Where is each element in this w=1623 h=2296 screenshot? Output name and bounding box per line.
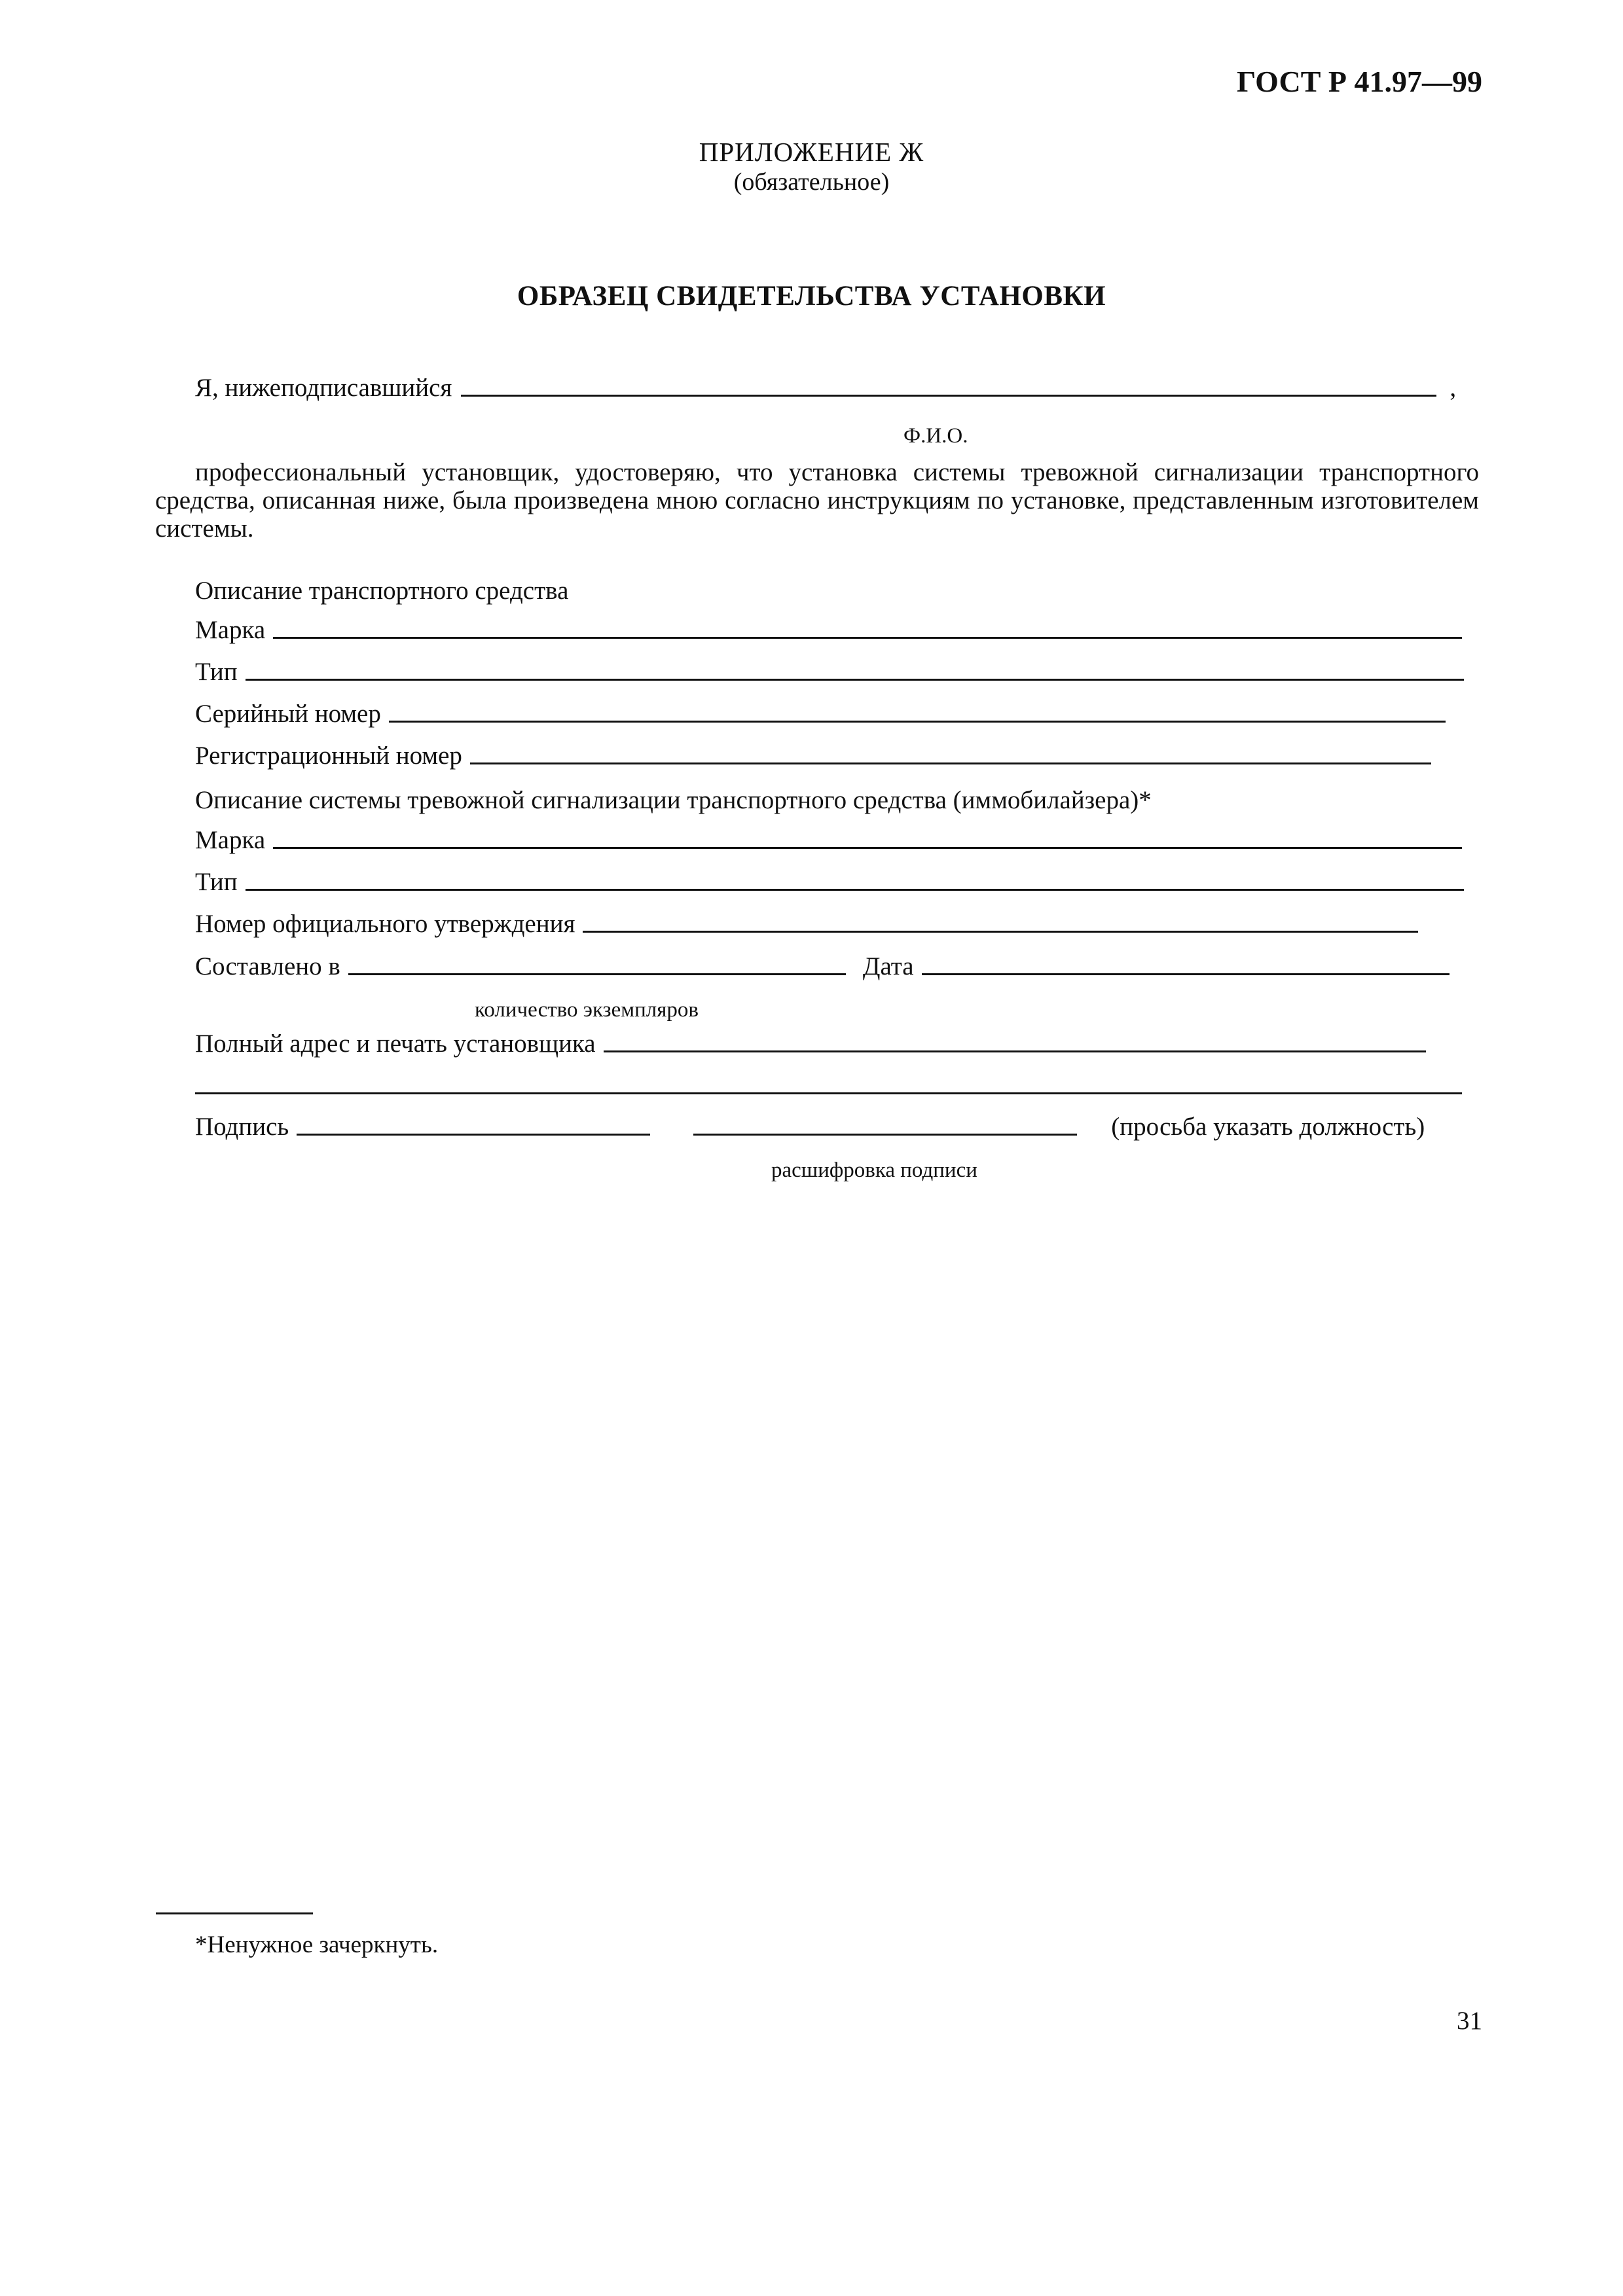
signer-name-line[interactable] xyxy=(461,395,1436,397)
standard-code: ГОСТ Р 41.97—99 xyxy=(1237,65,1482,98)
vehicle-serial-label: Серийный номер xyxy=(195,700,381,728)
installer-address-line[interactable] xyxy=(604,1050,1426,1052)
vehicle-type-line[interactable] xyxy=(246,679,1464,681)
approval-row xyxy=(195,911,1418,937)
vehicle-type-row xyxy=(195,659,1464,685)
trailing-comma: , xyxy=(1450,374,1457,402)
copies-count-line[interactable] xyxy=(348,973,846,975)
position-note: (просьба указать должность) xyxy=(1111,1113,1425,1141)
date-label: Дата xyxy=(862,952,914,980)
signer-row xyxy=(195,375,1480,401)
alarm-heading: Описание системы тревожной сигнализации транспортного средства (иммобилайзера)* xyxy=(195,786,1152,814)
signature-decoding-line[interactable] xyxy=(693,1134,1077,1136)
vehicle-type-label: Тип xyxy=(195,658,238,686)
appendix-title: ПРИЛОЖЕНИЕ Ж xyxy=(699,137,924,167)
copies-caption: количество экземпляров xyxy=(475,998,699,1022)
signature-label: Подпись xyxy=(195,1113,289,1141)
vehicle-registration-line[interactable] xyxy=(470,762,1431,764)
document-title: ОБРАЗЕЦ СВИДЕТЕЛЬСТВА УСТАНОВКИ xyxy=(517,281,1106,312)
vehicle-registration-label: Регистрационный номер xyxy=(195,742,462,770)
vehicle-make-line[interactable] xyxy=(273,637,1462,639)
installer-address-label: Полный адрес и печать установщика xyxy=(195,1030,596,1058)
name-caption: Ф.И.О. xyxy=(903,424,968,448)
vehicle-serial-line[interactable] xyxy=(389,721,1446,723)
page-number: 31 xyxy=(1457,2007,1482,2035)
alarm-type-label: Тип xyxy=(195,868,238,896)
vehicle-registration-row xyxy=(195,743,1431,768)
installer-address-line-2[interactable] xyxy=(195,1092,1462,1094)
approval-label: Номер официального утверждения xyxy=(195,910,575,938)
alarm-make-line[interactable] xyxy=(273,847,1462,849)
drawn-up-row xyxy=(195,954,1450,979)
signer-label: Я, нижеподписавшийся xyxy=(195,374,452,402)
signature-line[interactable] xyxy=(297,1134,650,1136)
vehicle-heading: Описание транспортного средства xyxy=(195,577,569,605)
vehicle-make-row xyxy=(195,617,1462,643)
installer-address-row xyxy=(195,1031,1426,1056)
drawn-up-label: Составлено в xyxy=(195,952,340,980)
appendix-status: (обязательное) xyxy=(733,168,890,196)
alarm-type-row xyxy=(195,869,1464,895)
date-line[interactable] xyxy=(922,973,1450,975)
signature-row xyxy=(195,1114,1425,1139)
alarm-make-row xyxy=(195,827,1462,853)
alarm-type-line[interactable] xyxy=(246,889,1464,891)
decoding-caption: расшифровка подписи xyxy=(771,1158,977,1182)
alarm-make-label: Марка xyxy=(195,826,266,854)
vehicle-serial-row xyxy=(195,701,1446,726)
footnote: *Ненужное зачеркнуть. xyxy=(195,1931,439,1958)
footnote-rule xyxy=(156,1912,313,1914)
approval-line[interactable] xyxy=(583,931,1418,933)
vehicle-make-label: Марка xyxy=(195,616,266,644)
intro-paragraph: профессиональный установщик, удостоверяю, что установка системы тревожной сигнализации транспортного средства, описанная ниже, была произведена мною согласно инструкциям по установке, представленным изготовителем системы. xyxy=(155,458,1479,543)
